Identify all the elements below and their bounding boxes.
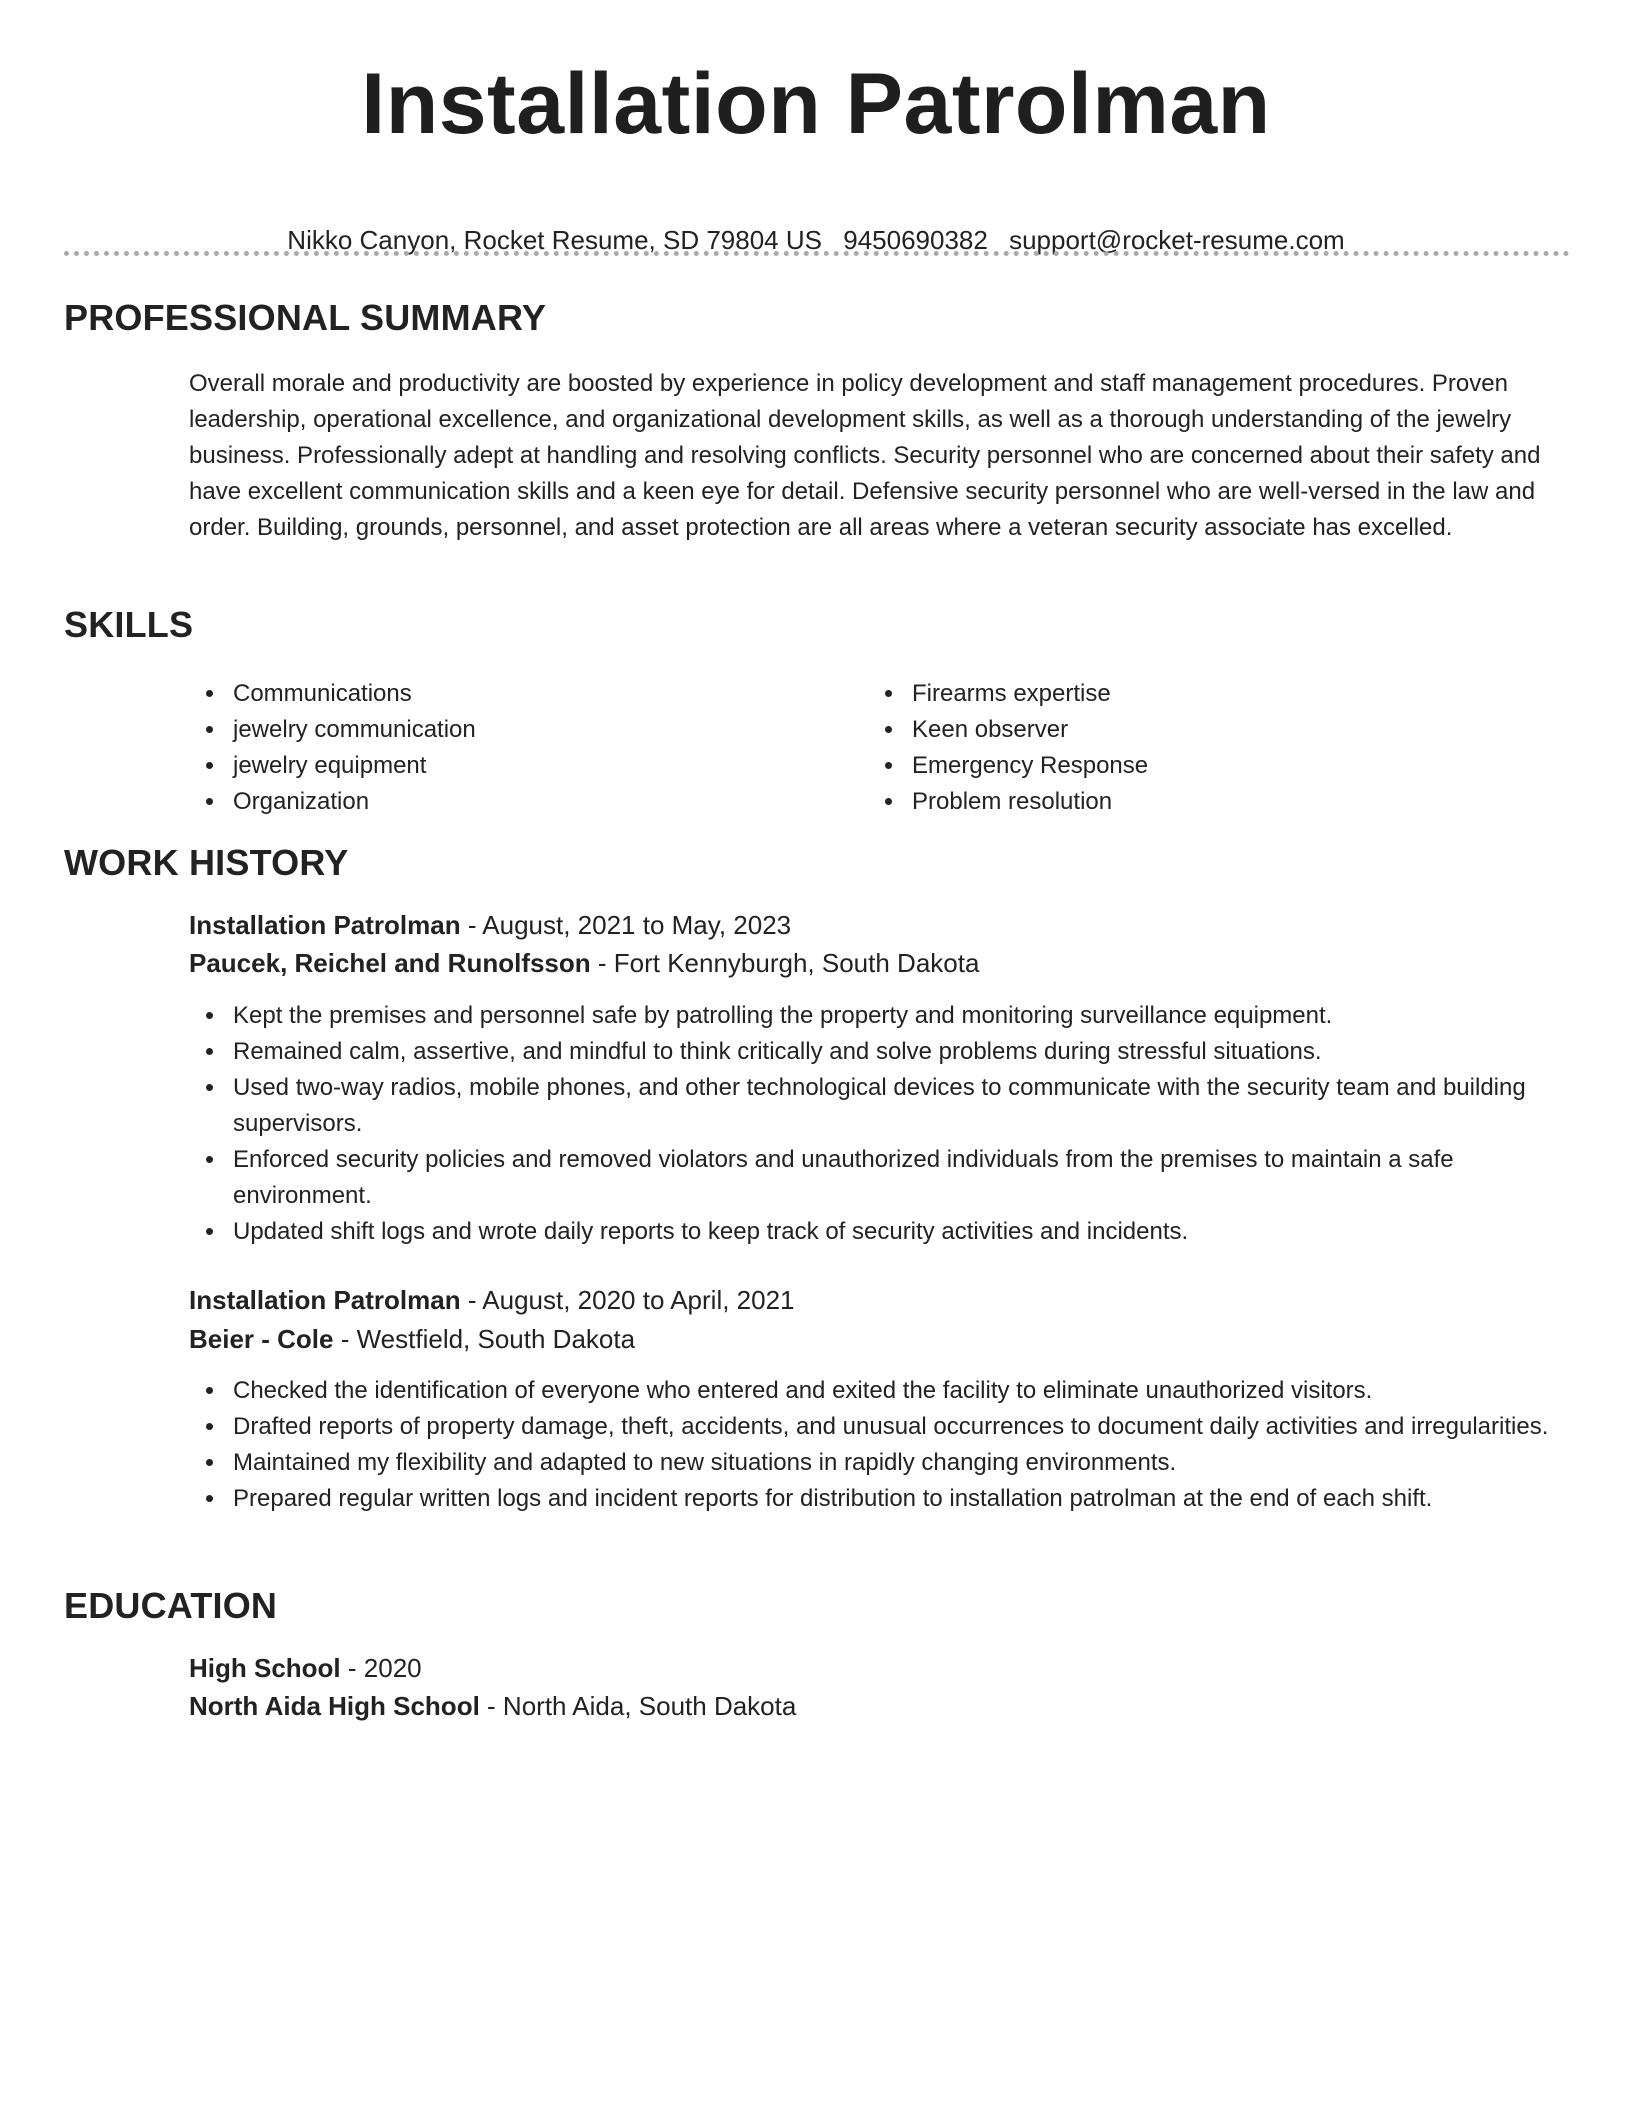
education-degree-line xyxy=(189,1649,1569,1687)
job-duty: Updated shift logs and wrote daily reports to keep track of security activities and incidents. xyxy=(189,1214,1559,1250)
skill-item: Communications xyxy=(189,676,829,712)
summary-heading: PROFESSIONAL SUMMARY xyxy=(64,297,547,338)
education-school-line xyxy=(189,1687,1569,1725)
job-company-line xyxy=(189,944,1569,982)
job-duty: Checked the identification of everyone who entered and exited the facility to eliminate unauthorized visitors. xyxy=(189,1373,1559,1409)
summary-text: Overall morale and productivity are boosted by experience in policy development and staff management procedures. Proven leadership, operational excellence, and organizational development skills, as well as a thorough understanding of the jewelry business. Professionally adept at handling and resolving conflicts. Security personnel who are concerned about their safety and have excellent communication skills and a keen eye for detail. Defensive security personnel who are well-versed in the law and order. Building, grounds, personnel, and asset protection are all areas where a veteran security associate has excelled. xyxy=(189,370,1541,541)
contact-email: support@rocket-resume.com xyxy=(1009,225,1345,255)
job-duty: Kept the premises and personnel safe by patrolling the property and monitoring surveillance equipment. xyxy=(189,998,1559,1034)
job-duty: Drafted reports of property damage, theft, accidents, and unusual occurrences to document daily activities and irregularities. xyxy=(189,1409,1559,1445)
skill-item: jewelry communication xyxy=(189,712,829,748)
job-dates: - August, 2020 to April, 2021 xyxy=(460,1285,795,1315)
job-title-line xyxy=(189,1281,1569,1319)
skill-item: Emergency Response xyxy=(868,748,1508,784)
contact-phone: 9450690382 xyxy=(843,225,988,255)
job-company: Beier - Cole xyxy=(189,1324,334,1354)
skill-item: Organization xyxy=(189,784,829,820)
page-title: Installation Patrolman xyxy=(361,56,1271,152)
education-heading: EDUCATION xyxy=(64,1585,278,1626)
skill-item: Keen observer xyxy=(868,712,1508,748)
skill-item: Problem resolution xyxy=(868,784,1508,820)
job-duty: Prepared regular written logs and incident reports for distribution to installation patrolman at the end of each shift. xyxy=(189,1481,1559,1517)
job-duties-list xyxy=(189,1373,1559,1517)
job-location: - Fort Kennyburgh, South Dakota xyxy=(590,948,980,978)
job-title: Installation Patrolman xyxy=(189,1285,461,1315)
job-duty: Used two-way radios, mobile phones, and other technological devices to communicate with the security team and building supervisors. xyxy=(189,1070,1559,1142)
work-history-heading: WORK HISTORY xyxy=(64,842,349,883)
skills-heading: SKILLS xyxy=(64,604,194,645)
job-duties-list xyxy=(189,998,1559,1250)
skills-list-left xyxy=(189,676,829,820)
job-company: Paucek, Reichel and Runolfsson xyxy=(189,948,591,978)
header-divider xyxy=(64,251,1570,256)
education-location: - North Aida, South Dakota xyxy=(479,1691,797,1721)
skill-item: Firearms expertise xyxy=(868,676,1508,712)
education-year: - 2020 xyxy=(340,1653,422,1683)
job-location: - Westfield, South Dakota xyxy=(333,1324,636,1354)
skill-item: jewelry equipment xyxy=(189,748,829,784)
job-company-line xyxy=(189,1320,1569,1358)
skills-list-right xyxy=(868,676,1508,820)
job-duty: Enforced security policies and removed violators and unauthorized individuals from the premises to maintain a safe environment. xyxy=(189,1142,1559,1214)
resume-header xyxy=(0,52,1632,256)
job-title: Installation Patrolman xyxy=(189,910,461,940)
job-duty: Maintained my flexibility and adapted to new situations in rapidly changing environments. xyxy=(189,1445,1559,1481)
contact-address: Nikko Canyon, Rocket Resume, SD 79804 US xyxy=(287,225,822,255)
education-school: North Aida High School xyxy=(189,1691,480,1721)
job-dates: - August, 2021 to May, 2023 xyxy=(460,910,792,940)
job-duty: Remained calm, assertive, and mindful to think critically and solve problems during stressful situations. xyxy=(189,1034,1559,1070)
job-title-line xyxy=(189,906,1569,944)
education-degree: High School xyxy=(189,1653,341,1683)
